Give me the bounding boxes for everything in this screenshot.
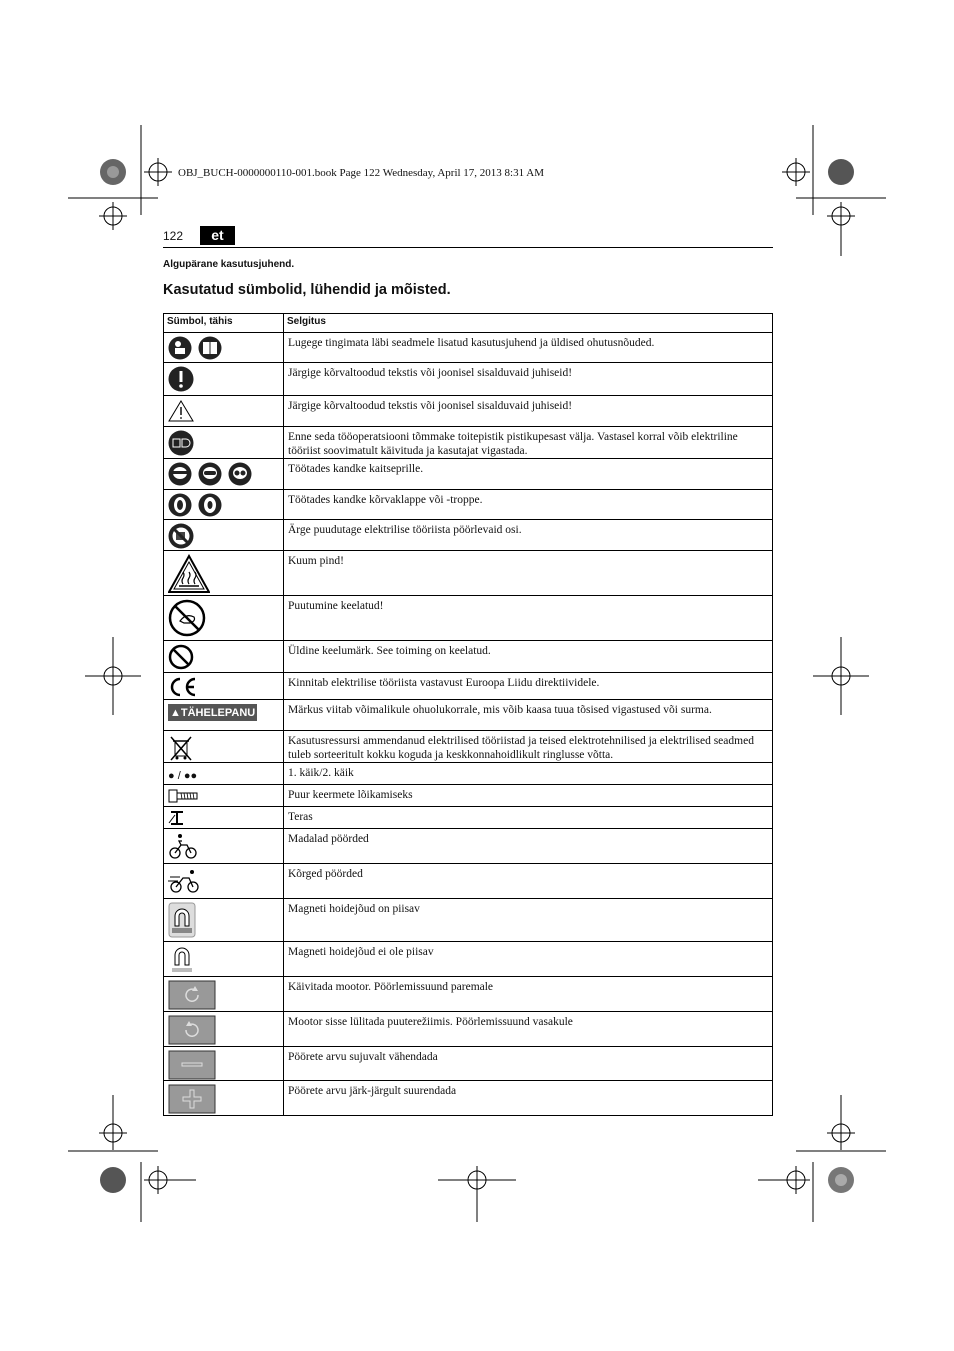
table-row [164, 807, 773, 829]
symbol-cell [164, 641, 284, 673]
explanation-cell: Magneti hoidejõud ei ole piisav [284, 942, 773, 977]
symbols-table [163, 313, 773, 1116]
symbol-cell [164, 333, 284, 363]
table-row [164, 700, 773, 731]
explanation-cell: Kinnitab elektrilise tööriista vastavust Euroopa Liidu direktiividele. [284, 673, 773, 700]
explanation-cell: Ärge puudutage elektrilise tööriista pöörlevaid osi. [284, 520, 773, 551]
goggles-icon [168, 462, 192, 486]
ear-plugs-icon [198, 493, 222, 517]
unplug-icon [168, 430, 194, 456]
tap-drill-icon [168, 788, 200, 804]
explanation-cell: Järgige kõrvaltoodud tekstis või joonisel sisalduvaid juhiseid! [284, 396, 773, 427]
table-row [164, 551, 773, 596]
explanation-cell: 1. käik/2. käik [284, 763, 773, 785]
face-shield-icon [198, 462, 222, 486]
table-row [164, 763, 773, 785]
table-row [164, 396, 773, 427]
section-title: Kasutatud sümbolid, lühendid ja mõisted. [163, 282, 451, 298]
steel-icon [168, 810, 186, 826]
safety-glasses-icon [228, 462, 252, 486]
table-row [164, 363, 773, 396]
explanation-cell: Puur keermete lõikamiseks [284, 785, 773, 807]
symbol-cell [164, 520, 284, 551]
no-touch-rotating-icon [168, 523, 194, 549]
explanation-cell: Kõrged pöörded [284, 864, 773, 899]
table-row [164, 1047, 773, 1081]
table-row [164, 864, 773, 899]
table-row [164, 333, 773, 363]
symbol-cell [164, 763, 284, 785]
explanation-cell: Järgige kõrvaltoodud tekstis või joonisel sisalduvaid juhiseid! [284, 363, 773, 396]
header-rule [163, 247, 773, 248]
explanation-cell: Käivitada mootor. Pöörlemissuund paremale [284, 977, 773, 1012]
plus-button-icon [168, 1084, 216, 1114]
explanation-cell: Töötades kandke kõrvaklappe või -troppe. [284, 490, 773, 520]
minus-button-icon [168, 1050, 216, 1080]
explanation-cell: Pöörete arvu järk-järgult suurendada [284, 1081, 773, 1116]
explanation-cell: Mootor sisse lülitada puuterežiimis. Pöörlemissuund vasakule [284, 1012, 773, 1047]
table-row [164, 520, 773, 551]
table-row [164, 641, 773, 673]
symbol-cell [164, 490, 284, 520]
symbol-cell [164, 396, 284, 427]
explanation-cell: Teras [284, 807, 773, 829]
table-row [164, 785, 773, 807]
symbol-cell [164, 1012, 284, 1047]
explanation-cell: Magneti hoidejõud on piisav [284, 899, 773, 942]
symbol-cell [164, 427, 284, 459]
explanation-cell: Lugege tingimata läbi seadmele lisatud kasutusjuhend ja üldised ohutusnõuded. [284, 333, 773, 363]
header-explanation: Selgitus [284, 314, 773, 333]
manual-book-icon [198, 336, 222, 360]
table-row [164, 459, 773, 490]
weee-bin-icon [168, 734, 194, 762]
symbol-cell [164, 551, 284, 596]
high-speed-icon [168, 867, 202, 895]
ce-mark-icon [168, 676, 198, 698]
table-row [164, 1081, 773, 1116]
caution-badge-label: TÄHELEPANU [180, 707, 256, 719]
explanation-cell: Kuum pind! [284, 551, 773, 596]
table-row [164, 596, 773, 641]
no-touching-icon [168, 599, 206, 637]
table-row [164, 731, 773, 763]
table-row [164, 490, 773, 520]
table-row [164, 673, 773, 700]
warning-triangle-icon: ▲ [170, 707, 181, 719]
table-row [164, 977, 773, 1012]
read-manual-icon [168, 336, 192, 360]
mandatory-exclamation-icon [168, 366, 194, 392]
gear-symbol: ● / ●● [168, 770, 198, 782]
explanation-cell: Pöörete arvu sujuvalt vähendada [284, 1047, 773, 1081]
low-speed-icon [168, 832, 198, 860]
page-number: 122 [163, 229, 184, 243]
start-clockwise-button-icon [168, 980, 216, 1010]
symbol-cell [164, 807, 284, 829]
caution-badge [168, 704, 257, 721]
symbol-cell [164, 731, 284, 763]
ear-muffs-icon [168, 493, 192, 517]
explanation-cell: Üldine keelumärk. See toiming on keelatud. [284, 641, 773, 673]
hot-surface-icon [168, 554, 210, 594]
explanation-cell: Töötades kandke kaitseprille. [284, 459, 773, 490]
warning-triangle-icon [168, 399, 194, 423]
symbol-cell [164, 942, 284, 977]
symbol-cell [164, 829, 284, 864]
symbol-cell [164, 785, 284, 807]
tapping-mode-button-icon [168, 1015, 216, 1045]
subtitle: Algupärane kasutusjuhend. [163, 259, 295, 270]
table-row [164, 899, 773, 942]
symbol-cell [164, 1081, 284, 1116]
explanation-cell: Madalad pöörded [284, 829, 773, 864]
symbol-cell [164, 459, 284, 490]
magnet-sufficient-icon [168, 902, 196, 938]
table-row [164, 942, 773, 977]
symbol-cell [164, 363, 284, 396]
symbol-cell [164, 977, 284, 1012]
prohibition-icon [168, 644, 194, 670]
table-row [164, 427, 773, 459]
symbol-cell [164, 700, 284, 731]
header-symbol: Sümbol, tähis [164, 314, 284, 333]
explanation-cell: Enne seda tööoperatsiooni tõmmake toitepistik pistikupesast välja. Vastasel korral võib elektriline tööriist soovimatult käivituda ja kasutajat vigastada. [284, 427, 773, 459]
table-row [164, 829, 773, 864]
print-header: OBJ_BUCH-0000000110-001.book Page 122 Wednesday, April 17, 2013 8:31 AM [178, 167, 544, 179]
explanation-cell: Märkus viitab võimalikule ohuolukorrale, mis võib kaasa tuua tõsised vigastused või surma. [284, 700, 773, 731]
symbol-cell [164, 596, 284, 641]
table-row [164, 1012, 773, 1047]
table-header-row [164, 314, 773, 333]
symbol-cell [164, 1047, 284, 1081]
language-badge: et [200, 226, 235, 245]
symbol-cell [164, 673, 284, 700]
symbol-cell [164, 899, 284, 942]
explanation-cell: Kasutusressursi ammendanud elektrilised tööriistad ja teised elektrotehnilised ja elektrilised seadmed tuleb sorteeritult kokku koguda ja keskkonnahoidlikult ringlusse võtta. [284, 731, 773, 763]
explanation-cell: Puutumine keelatud! [284, 596, 773, 641]
symbol-cell [164, 864, 284, 899]
magnet-insufficient-icon [168, 945, 196, 975]
